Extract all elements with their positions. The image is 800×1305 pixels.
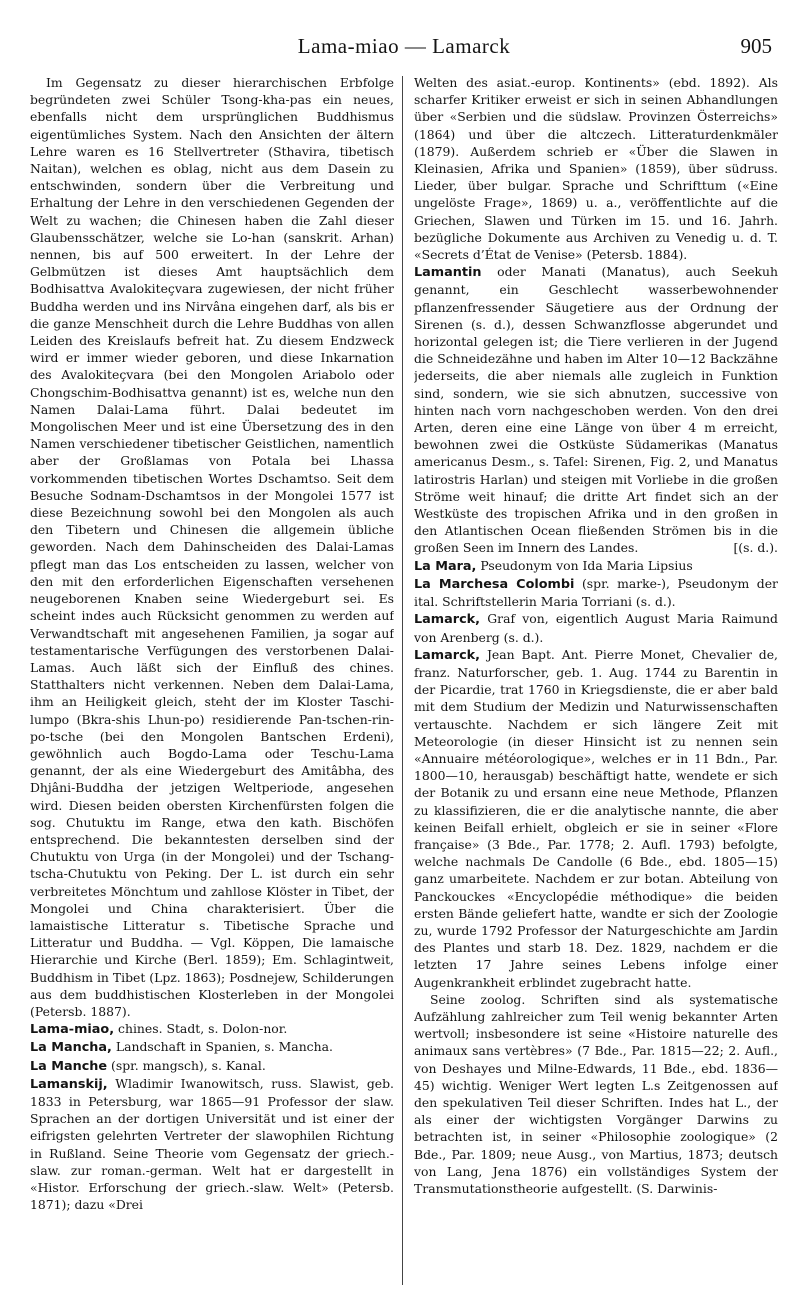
text-columns <box>30 74 778 1299</box>
entry-la-manche <box>30 1057 394 1075</box>
entry-text: Graf von, eigentlich August Maria Raimund von Arenberg (s. d.). <box>414 611 778 645</box>
entry-lamarck-graf <box>414 610 778 645</box>
entry-text: Wladimir Iwanowitsch, russ. Slawist, geb. 1833 in Petersburg, war 1865—91 Professor der slaw. Sprachen an der dortigen Universität und ist einer der eifrigsten gelehrten Vertreter der slawophilen Richtung in Rußland. Seine Theorie vom Gegensatz der griech.-slaw. zur roman.-german. Welt hat er dargestellt in «Histor. Erforschung der griech.-slaw. Welt» (Petersb. 1871); dazu «Drei <box>30 1075 394 1213</box>
column-divider <box>402 76 403 1285</box>
entry-text: Jean Bapt. Ant. Pierre Monet, Chevalier de, franz. Naturforscher, geb. 1. Aug. 1744 zu Barentin in der Picardie, trat 1760 in Kriegsdienste, die er aber bald mit dem Studium der Medizin und Naturwissenschaften vertauschte. Nachdem er sich längere Zeit mit Meteorologie (in dieser Hinsicht ist zu nennen sein «Annuaire météorologique», welches er in 11 Bdn., Par. 1800—10, herausgab) beschäftigt hatte, wendete er sich der Botanik zu und ersann eine neue Methode, Pflanzen zu klassifizieren, die er die analytische nannte, die aber keinen Beifall erhielt, obgleich er sie in seiner «Flore française» (3 Bde., Par. 1778; 2. Aufl. 1793) befolgte, welche nachmals De Candolle (6 Bde., ebd. 1805—15) ganz umarbeitete. Nachdem er zur botan. Abteilung von Panckouckes «Encyclopédie méthodique» die beiden ersten Bände geliefert hatte, wandte er sich der Zoologie zu, wurde 1792 Professor der Naturgeschichte am Jardin des Plantes und starb 18. Dez. 1829, nachdem er die letzten 17 Jahre seines Lebens infolge einer Augenkrankheit erblindet zugebracht hatte. <box>414 646 778 990</box>
entry-text: Pseudonym von Ida Maria Lipsius <box>476 557 693 573</box>
entry-lama-miao <box>30 1020 394 1038</box>
headword: La Manche <box>30 1058 108 1074</box>
headword: La Mancha, <box>30 1040 112 1056</box>
body-paragraph: Seine zoolog. Schriften sind als systematische Aufzählung zahlreicher zum Teil wenig bekannter Arten wertvoll; insbesondere ist seine «Histoire naturelle des animaux sans vertèbres» (7 Bde., Par. 1815—22; 2. Aufl., von Deshayes und Milne-Edwards, 11 Bde., ebd. 1836—45) wichtig. Weniger Wert legten L.s Zeitgenossen auf den spekulativen Teil dieser Schriften. Indes hat L., der als einer der wichtigsten Vorgänger Darwins zu betrachten ist, in seiner «Philosophie zoologique» (2 Bde., Par. 1809; neue Ausg., von Martius, 1873; deutsch von Lang, Jena 1876) ein vollständiges System der Transmutationstheorie aufgestellt. (S. Darwinis- <box>414 991 778 1196</box>
page-number: 905 <box>740 34 772 58</box>
headword: Lamantin <box>414 265 482 281</box>
headword: Lamanskij, <box>30 1076 108 1092</box>
headword: La Marchesa Colombi <box>414 576 575 592</box>
carryover-reference: [(s. d.). <box>733 540 778 556</box>
running-head: Lama-miao — Lamarck <box>297 34 511 58</box>
entry-la-marchesa-colombi <box>414 575 778 610</box>
entry-lamarck-jean <box>414 646 778 991</box>
headword: Lama-miao, <box>30 1022 115 1038</box>
entry-text: Landschaft in Spanien, s. Mancha. <box>111 1039 333 1055</box>
body-paragraph: Im Gegensatz zu dieser hierarchischen Erbfolge begründeten zwei Schüler Tsong-kha-pas ein neues, ebenfalls nicht dem ursprünglichen Buddhismus eigentümliches System. Nach den Ansichten der ältern Lehre waren es 16 Stellvertreter (Sthavira, tibetisch Naitan), welchen es oblag, nicht aus dem Dasein zu entschwinden, sondern über die Verbreitung und Erhaltung der Lehre in den verschiedenen Gegenden der Welt zu wachen; die Chinesen haben die Zahl dieser Glaubensschätzer, welche sie Lo-han (sanskrit. Arhan) nennen, bis auf 500 erweitert. In der Lehre der Gelbmützen ist dieses Amt hauptsächlich dem Bodhisattva Avalokiteçvara zugewiesen, der nicht früher Buddha werden und ins Nirvâna eingehen darf, als bis er die ganze Menschheit durch die Lehre Buddhas von allen Leiden des Kreislaufs befreit hat. Zu diesem Endzweck wird er immer wieder geboren, und diese Inkarnation des Avalokiteçvara (bei den Mongolen Ariabolo oder Chongschim-Bodhisattva genannt) ist es, welche nun den Namen Dalai-Lama führt. Dalai bedeutet im Mongolischen Meer und ist eine Übersetzung des in den Namen verschiedener tibetischer Geistlichen, namentlich aber der Großlamas von Potala bei Lhassa vorkommenden tibetischen Wortes Dschamtso. Seit dem Besuche Sodnam-Dschamtsos in der Mongolei 1577 ist diese Bezeichnung sowohl bei den Mongolen als auch den Tibetern und Chinesen die allgemein übliche geworden. Nach dem Dahinscheiden des Dalai-Lamas pflegt man das Los entscheiden zu lassen, welcher von den mit den erforderlichen Eigenschaften versehenen neugeborenen Knaben seine Wiedergeburt sei. Es scheint indes auch Rücksicht genommen zu werden auf Verwandtschaft mit angesehenen Familien, ja sogar auf testamentarische Verfügungen des verstorbenen Dalai-Lamas. Auch läßt sich der Einfluß des chines. Statthalters nicht verkennen. Neben dem Dalai-Lama, ihm an Heiligkeit gleich, steht der im Kloster Taschi-lumpo (Bkra-shis Lhun-po) residierende Pan-tschen-rin-po-tsche (bei den Mongolen Bantschen Erdeni), gewöhnlich auch Bogdo-Lama oder Teschu-Lama genannt, der als eine Wiedergeburt des Amitâbha, des Dhjâni-Buddha der jetzigen Weltperiode, angesehen wird. Diesen beiden obersten Kirchenfürsten folgen die sog. Chutuktu im Range, etwa den kath. Bischöfen entsprechend. Die bekanntesten derselben sind der Chutuktu von Urga (in der Mongolei) und der Tschang-tscha-Chutuktu von Peking. Der L. ist durch ein sehr verbreitetes Mönchtum und zahllose Klöster in Tibet, der Mongolei und China charakterisiert. Über die lamaistische Litteratur s. Tibetische Sprache und Litteratur und Buddha. — Vgl. Köppen, Die lamaische Hierarchie und Kirche (Berl. 1859); Em. Schlagintweit, Buddhism in Tibet (Lpz. 1863); Posdnejew, Schilderungen aus dem buddhistischen Klosterleben in der Mongolei (Petersb. 1887). <box>30 75 394 1019</box>
headword: La Mara, <box>414 558 477 574</box>
headword: Lamarck, <box>414 647 481 663</box>
left-column <box>30 74 394 1299</box>
headword: Lamarck, <box>414 612 481 628</box>
body-paragraph-continued: Welten des asiat.-europ. Kontinents» (ebd. 1892). Als scharfer Kritiker erweist er sich in seinen Abhandlungen über «Serbien und die südslaw. Provinzen Österreichs» (1864) und über die altczech. Litteraturdenkmäler (1879). Außerdem schrieb er «Über die Slawen in Kleinasien, Afrika und Spanien» (1859), über südruss. Lieder, über bulgar. Sprache und Schrifttum («Eine ungelöste Frage», 1869) u. a., veröffentlichte auf die Griechen, Slawen und Türken im 15. und 16. Jahrh. bezügliche Dokumente aus Archiven zu Venedig u. d. T. «Secrets d’État de Venise» (Petersb. 1884). <box>414 75 778 263</box>
entry-la-mara <box>414 557 778 575</box>
entry-text: (spr. mangsch), s. Kanal. <box>107 1057 266 1073</box>
entry-lamanskij <box>30 1075 394 1214</box>
entry-la-mancha <box>30 1038 394 1056</box>
entry-lamantin <box>414 263 778 556</box>
entry-text: (spr. marke-), Pseudonym der ital. Schriftstellerin Maria Torriani (s. d.). <box>414 575 778 610</box>
entry-text: oder Manati (Manatus), auch Seekuh genannt, ein Geschlecht wasserbewohnender pflanzenfressender Säugetiere aus der Ordnung der Sirenen (s. d.), dessen Schwanzflosse abgerundet und horizontal gelegen ist; die Tiere verlieren in der Jugend die Schneidezähne und haben im Alter 10—12 Backzähne jederseits, die aber niemals alle zugleich in Funktion sind, sondern, wie sie sich abnutzen, successive von hinten nach vorn nachgeschoben werden. Von den drei Arten, deren eine eine Länge von über 4 m erreicht, bewohnen zwei die Ostküste Südamerikas (Manatus americanus Desm., s. Tafel: Sirenen, Fig. 2, und Manatus latirostris Harlan) und steigen mit Vorliebe in die großen Ströme weit hinauf; die dritte Art findet sich an der Westküste des tropischen Afrika und in den großen in den Atlantischen Ocean fließenden Strömen bis in die großen Seen im Innern des Landes. <box>414 264 778 556</box>
entry-text: chines. Stadt, s. Dolon-nor. <box>114 1021 288 1037</box>
page-header <box>30 34 778 64</box>
right-column <box>414 74 778 1299</box>
